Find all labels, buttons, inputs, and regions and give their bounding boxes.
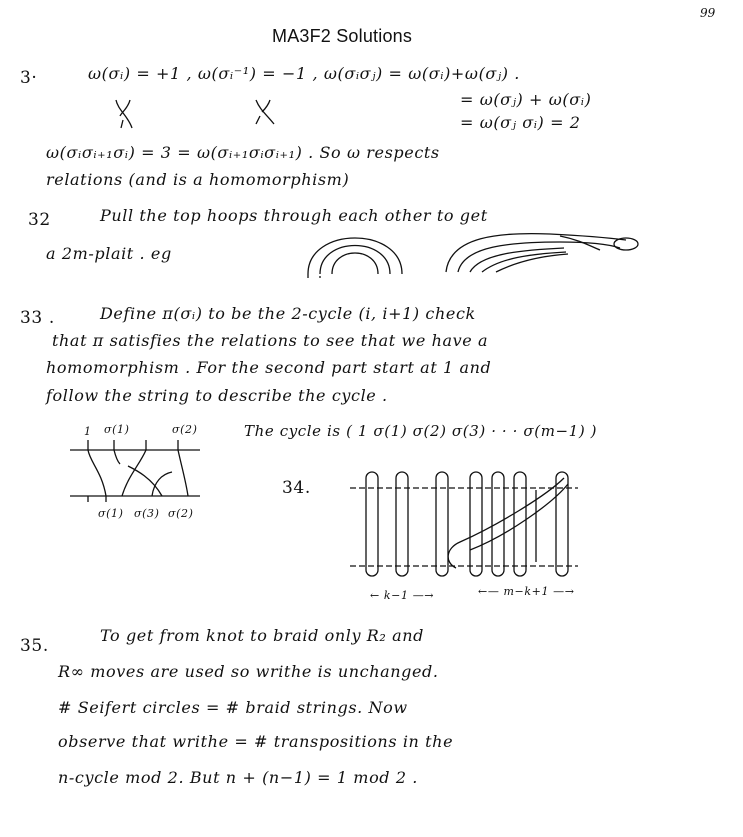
q33-top-label-1: 1 [84, 425, 92, 438]
q35-number: 35. [20, 636, 49, 656]
q35-line-5: n-cycle mod 2. But n + (n−1) = 1 mod 2 . [58, 768, 418, 787]
q33-line-2: that π satisfies the relations to see that we have a [52, 331, 489, 350]
q33-line-1: Define π(σᵢ) to be the 2-cycle (i, i+1) check [100, 304, 476, 323]
q33-number: 33 . [20, 308, 55, 328]
q32-line-1: Pull the top hoops through each other to get [100, 206, 488, 225]
q31-line-3: = ω(σⱼ σᵢ) = 2 [460, 113, 581, 132]
q31-line-5: relations (and is a homomorphism) [46, 170, 350, 189]
page-number: 99 [700, 6, 716, 20]
q32-hoops-diagram [300, 230, 410, 280]
q31-line-4: ω(σᵢσᵢ₊₁σᵢ) = 3 = ω(σᵢ₊₁σᵢσᵢ₊₁) . So ω respects [46, 143, 440, 162]
q33-bottom-label-1: σ(1) [98, 507, 124, 520]
q33-line-3: homomorphism . For the second part start at 1 and [46, 358, 492, 377]
q34-braid-diagram [346, 466, 586, 580]
q35-line-3: # Seifert circles = # braid strings. Now [58, 698, 408, 717]
q33-top-label-3: σ(2) [172, 423, 198, 436]
q32-number: 32 [28, 210, 51, 230]
q31-number: 3· [20, 68, 38, 88]
q34-label-right: ←— m−k+1 —→ [478, 585, 575, 598]
page-title: MA3F2 Solutions [272, 26, 413, 46]
q35-line-2: R∞ moves are used so writhe is unchanged. [58, 662, 439, 681]
q33-bottom-label-3: σ(2) [168, 507, 194, 520]
q32-plait-diagram [440, 226, 640, 280]
q34-number: 34. [282, 478, 311, 498]
q33-line-4: follow the string to describe the cycle . [46, 386, 388, 405]
q33-bottom-label-2: σ(3) [134, 507, 160, 520]
q35-line-4: observe that writhe = # transpositions in the [58, 732, 454, 751]
q32-line-2: a 2m-plait . eg [46, 244, 172, 263]
q31-crossing-sketch-2 [252, 98, 282, 128]
q31-line-1: ω(σᵢ) = +1 , ω(σᵢ⁻¹) = −1 , ω(σᵢσⱼ) = ω(σᵢ)+ω(σⱼ) . [88, 64, 520, 83]
q33-top-label-2: σ(1) [104, 423, 130, 436]
q31-line-2: = ω(σⱼ) + ω(σᵢ) [460, 90, 592, 109]
q31-crossing-sketch [112, 98, 152, 132]
q33-braid-diagram [66, 438, 206, 502]
q34-label-left: ← k−1 —→ [370, 589, 435, 602]
q35-line-1: To get from knot to braid only R₂ and [100, 626, 425, 645]
q33-cycle: The cycle is ( 1 σ(1) σ(2) σ(3) · · · σ(m−1) ) [244, 422, 598, 440]
